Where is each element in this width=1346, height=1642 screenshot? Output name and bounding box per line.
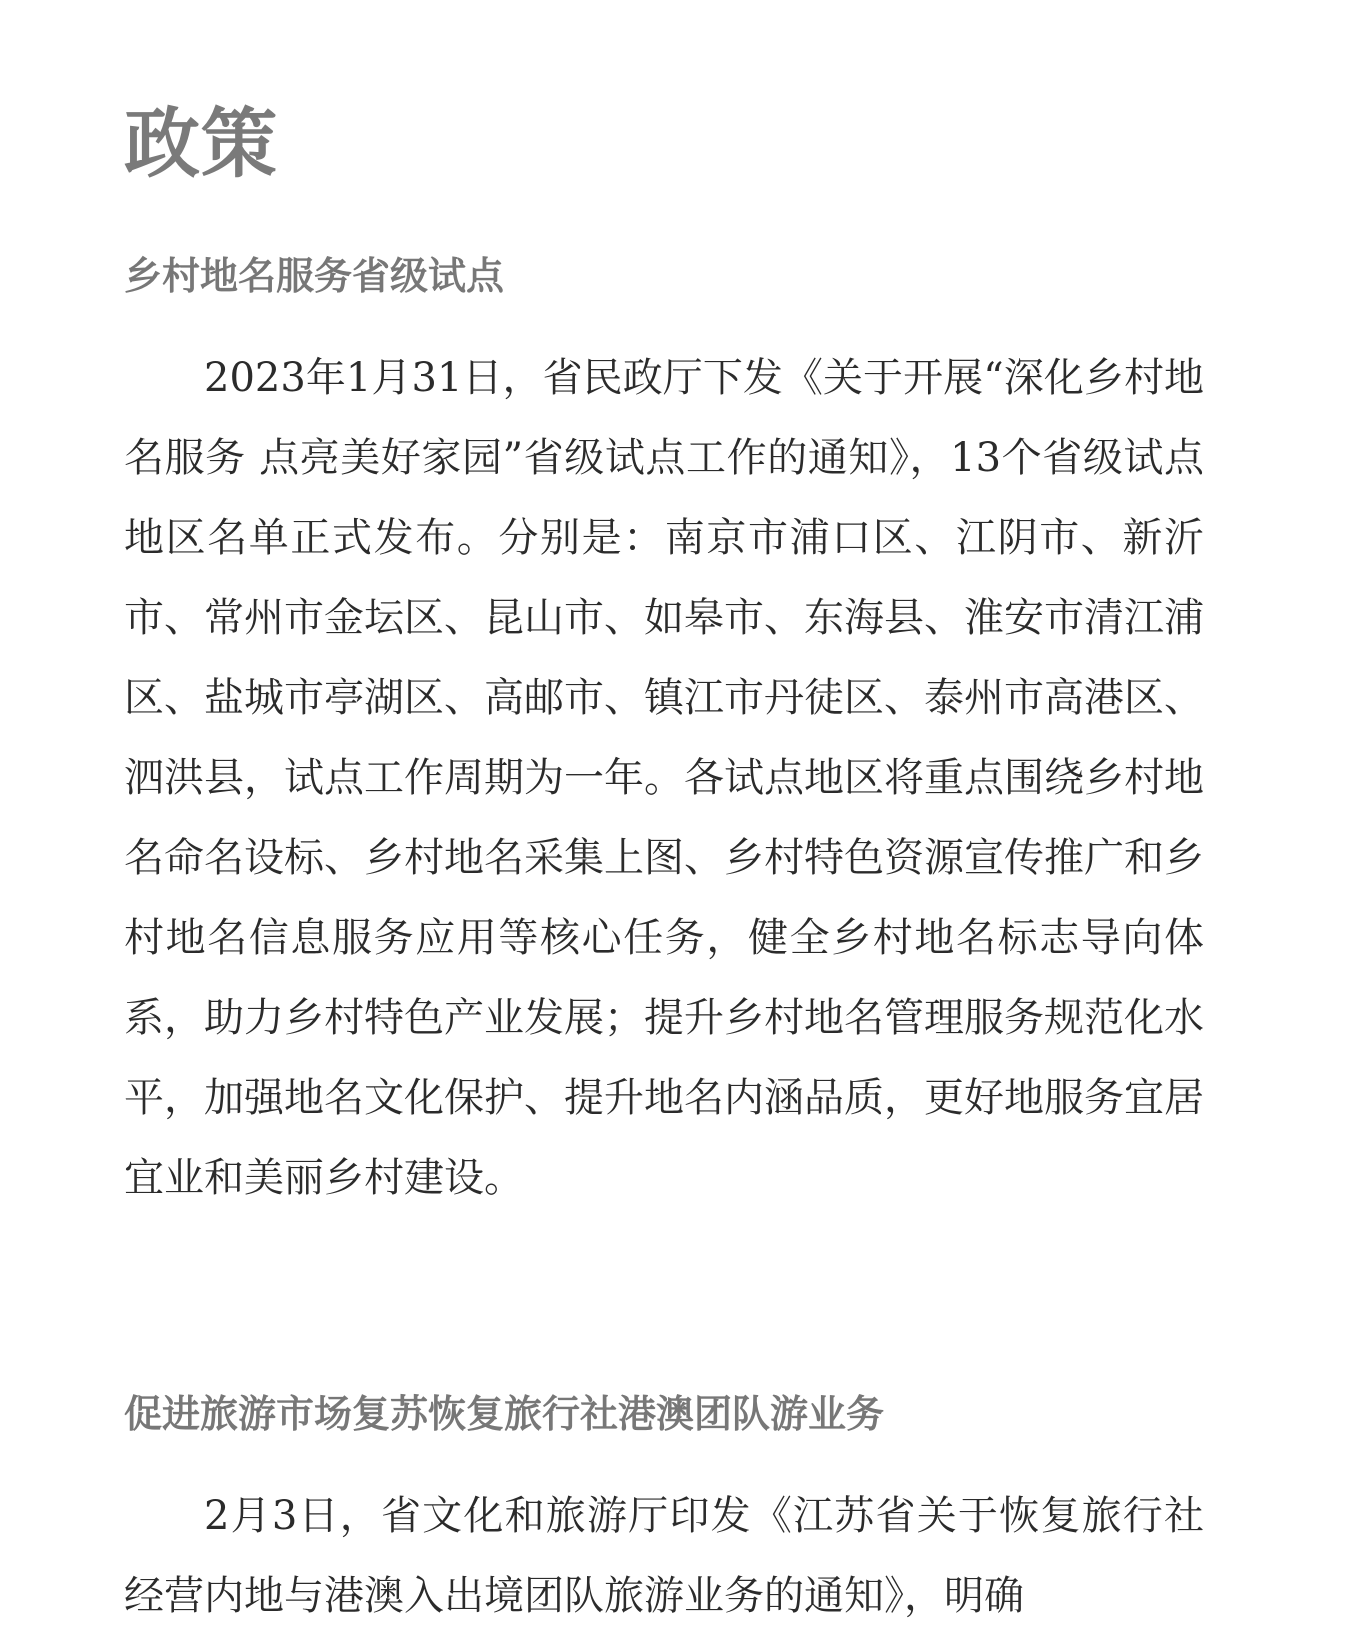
article-heading: 促进旅游市场复苏恢复旅行社港澳团队游业务 xyxy=(124,1391,885,1436)
article-heading: 乡村地名服务省级试点 xyxy=(124,253,505,298)
article-body: 2月3日，省文化和旅游厅印发《江苏省关于恢复旅行社经营内地与港澳入出境团队旅游业务的通知》，明确 xyxy=(124,1493,1204,1619)
article-body: 2023年1月31日，省民政厅下发《关于开展“深化乡村地名服务 点亮美好家园”省级试点工作的通知》，13个省级试点地区名单正式发布。分别是：南京市浦口区、江阴市、新沂市、常州市金坛区、昆山市、如皋市、东海县、淮安市清江浦区、盐城市亭湖区、高邮市、镇江市丹徒区、泰州市高港区、泗洪县，试点工作周期为一年。各试点地区将重点围绕乡村地名命名设标、乡村地名采集上图、乡村特色资源宣传推广和乡村地名信息服务应用等核心任务，健全乡村地名标志导向体系，助力乡村特色产业发展；提升乡村地名管理服务规范化水平，加强地名文化保护、提升地名内涵品质，更好地服务宜居宜业和美丽乡村建设。 xyxy=(124,355,1204,1201)
section-title: 政策 xyxy=(124,99,278,188)
